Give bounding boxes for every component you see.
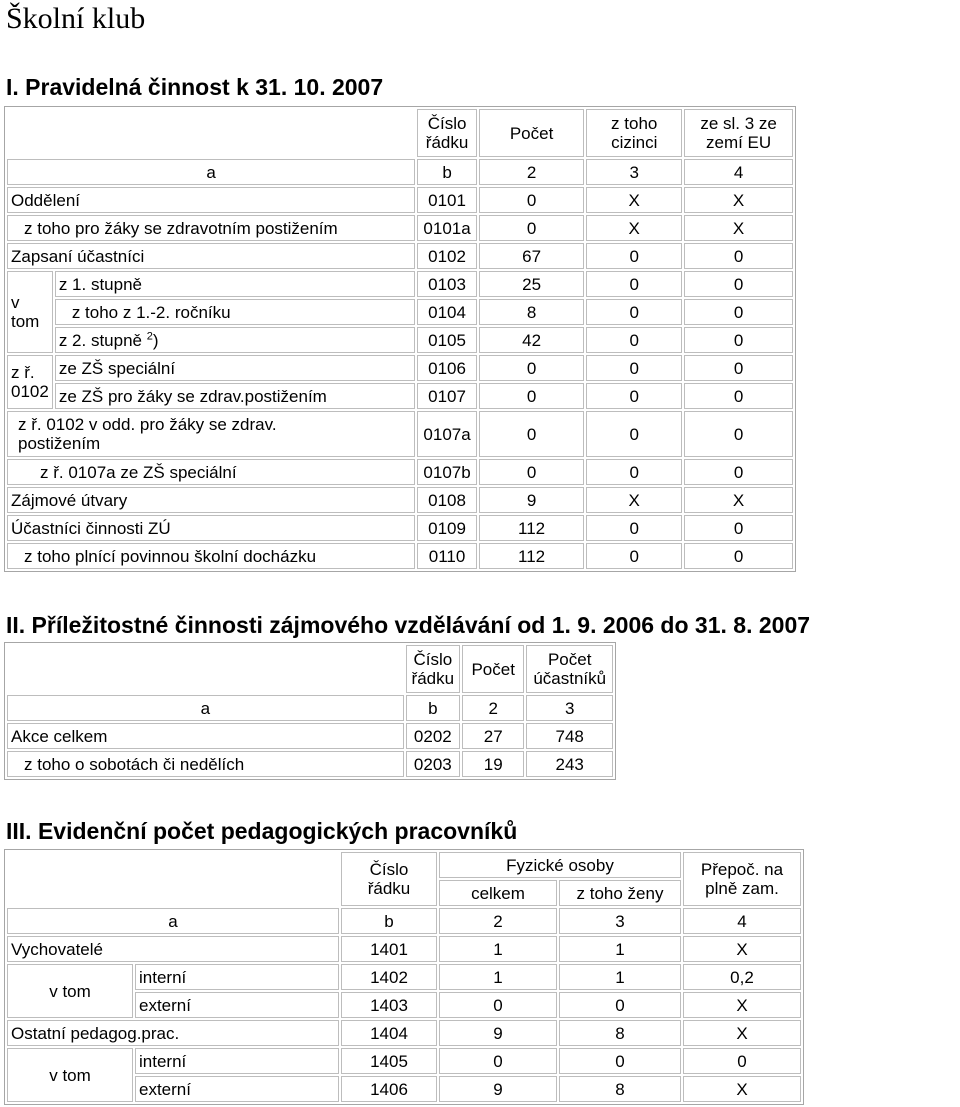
- table-cell: 0106: [417, 355, 477, 381]
- cell-text: Číslo: [369, 860, 409, 879]
- table-cell: 0: [439, 992, 557, 1018]
- cell-text: zemí EU: [705, 133, 772, 152]
- table-cell: b: [341, 908, 437, 934]
- page-title: Školní klub: [6, 2, 146, 35]
- table-cell: 1: [559, 936, 681, 962]
- table-row: [7, 187, 793, 213]
- table-cell: z toho o sobotách či nedělích: [7, 751, 404, 777]
- table-cell: X: [684, 187, 793, 213]
- table-row: [7, 459, 793, 485]
- table-cell: 112: [479, 543, 584, 569]
- cell-text: Přepoč. na: [700, 860, 784, 879]
- table-cell: 0: [586, 411, 682, 457]
- table-cell: 0: [684, 355, 793, 381]
- table-cell: 0: [439, 1048, 557, 1074]
- cell-text: ): [152, 330, 159, 350]
- table-cell: 0: [684, 411, 793, 457]
- group-label-v-tom: [7, 271, 53, 353]
- table-cell: a: [7, 159, 415, 185]
- code-row: [7, 159, 793, 185]
- table-cell: 0110: [417, 543, 477, 569]
- table-cell: 1: [439, 936, 557, 962]
- table-cell: 0: [586, 459, 682, 485]
- table-cell: X: [683, 1020, 801, 1046]
- cell-text: z 2. stupně: [58, 330, 142, 350]
- table-cell: 3: [526, 695, 613, 721]
- table-cell: 0107a: [417, 411, 477, 457]
- table-row: [7, 411, 793, 457]
- table-cell: a: [7, 908, 339, 934]
- cell-text: Počet: [547, 650, 592, 669]
- table-cell: X: [586, 187, 682, 213]
- col-header-total: celkem: [439, 880, 557, 906]
- table-cell: 0: [586, 243, 682, 269]
- table-cell: 0: [479, 215, 584, 241]
- table-cell: 1402: [341, 964, 437, 990]
- code-row: [7, 908, 801, 934]
- table-cell: 9: [439, 1076, 557, 1102]
- cell-text: Číslo: [413, 650, 453, 669]
- table-cell: 27: [462, 723, 524, 749]
- code-row: [7, 695, 613, 721]
- table-cell: X: [586, 215, 682, 241]
- cell-text: cizinci: [611, 133, 658, 152]
- table-cell: 0: [586, 543, 682, 569]
- table-cell: b: [406, 695, 460, 721]
- table-row: [7, 751, 613, 777]
- table-cell: [55, 327, 415, 353]
- group-label-v-tom: v tom: [7, 1048, 133, 1102]
- table-cell: 0203: [406, 751, 460, 777]
- cell-text: z toho: [611, 114, 658, 133]
- table-cell: X: [684, 215, 793, 241]
- table-cell: 0108: [417, 487, 477, 513]
- table-cell: 0: [684, 327, 793, 353]
- table-cell: [7, 852, 339, 906]
- section-2-title: II. Příležitostné činnosti zájmového vzdělávání od 1. 9. 2006 do 31. 8. 2007: [6, 612, 811, 638]
- table-cell: [7, 411, 415, 457]
- col-header-count: Počet: [462, 645, 524, 693]
- table-cell: 0107: [417, 383, 477, 409]
- table-cell: 9: [479, 487, 584, 513]
- table-cell: 1403: [341, 992, 437, 1018]
- table-cell: 1: [439, 964, 557, 990]
- table-cell: 0,2: [683, 964, 801, 990]
- table-cell: 0: [559, 992, 681, 1018]
- table-row: [7, 271, 793, 297]
- cell-text: plně zam.: [705, 879, 779, 898]
- col-header-women: z toho ženy: [559, 880, 681, 906]
- table-cell: 0: [586, 515, 682, 541]
- table-cell: 1405: [341, 1048, 437, 1074]
- col-header-line: [341, 852, 437, 906]
- table-cell: 0: [684, 515, 793, 541]
- table-cell: 0: [479, 459, 584, 485]
- table-cell: 0101a: [417, 215, 477, 241]
- cell-text: řádku: [411, 669, 455, 688]
- table-cell: a: [7, 695, 404, 721]
- table-cell: 19: [462, 751, 524, 777]
- table-cell: 0: [586, 383, 682, 409]
- table-row: [7, 383, 793, 409]
- col-header-participants: [526, 645, 613, 693]
- table-cell: interní: [135, 964, 339, 990]
- table-row: [7, 936, 801, 962]
- table-row: [7, 487, 793, 513]
- table-cell: interní: [135, 1048, 339, 1074]
- cell-text: ze sl. 3 ze: [700, 114, 777, 133]
- col-header-line: [406, 645, 460, 693]
- table-cell: 0: [684, 459, 793, 485]
- table-cell: 8: [559, 1020, 681, 1046]
- header-row: [7, 852, 801, 878]
- cell-text: řádku: [367, 879, 411, 898]
- table-cell: 0104: [417, 299, 477, 325]
- table-cell: z toho z 1.-2. ročníku: [55, 299, 415, 325]
- table-cell: 0102: [417, 243, 477, 269]
- table-row: [7, 723, 613, 749]
- cell-text: tom: [11, 312, 40, 331]
- cell-text: Číslo: [427, 114, 467, 133]
- table-cell: 243: [526, 751, 613, 777]
- table-cell: 0: [479, 187, 584, 213]
- cell-text: postižením: [18, 434, 101, 453]
- table-cell: ze ZŠ speciální: [55, 355, 415, 381]
- table-cell: 8: [559, 1076, 681, 1102]
- table-row: [7, 355, 793, 381]
- section-3-title: III. Evidenční počet pedagogických pracovníků: [6, 818, 518, 844]
- table-cell: 0: [684, 271, 793, 297]
- table-cell: 4: [683, 908, 801, 934]
- table-cell: externí: [135, 1076, 339, 1102]
- section-1-title: I. Pravidelná činnost k 31. 10. 2007: [6, 74, 384, 100]
- table-cell: 0: [586, 271, 682, 297]
- table-cell: Akce celkem: [7, 723, 404, 749]
- table-cell: 0: [684, 383, 793, 409]
- table-cell: Ostatní pedagog.prac.: [7, 1020, 339, 1046]
- table-cell: X: [683, 992, 801, 1018]
- table-cell: 1401: [341, 936, 437, 962]
- table-cell: 748: [526, 723, 613, 749]
- cell-text: řádku: [425, 133, 469, 152]
- table-cell: 42: [479, 327, 584, 353]
- col-header-count: Počet: [479, 109, 584, 157]
- table-cell: 0: [586, 299, 682, 325]
- table-cell: 0105: [417, 327, 477, 353]
- table-cell: X: [586, 487, 682, 513]
- table-cell: 2: [479, 159, 584, 185]
- table-cell: Zapsaní účastníci: [7, 243, 415, 269]
- col-header-foreigners: [586, 109, 682, 157]
- table-row: [7, 327, 793, 353]
- table-cell: 3: [586, 159, 682, 185]
- table-cell: z ř. 0107a ze ZŠ speciální: [7, 459, 415, 485]
- table-cell: z 1. stupně: [55, 271, 415, 297]
- table-cell: 0: [586, 355, 682, 381]
- staff-table: [4, 849, 804, 1105]
- table-cell: 0101: [417, 187, 477, 213]
- table-cell: ze ZŠ pro žáky se zdrav.postižením: [55, 383, 415, 409]
- table-cell: 0103: [417, 271, 477, 297]
- table-row: [7, 1020, 801, 1046]
- cell-text: 0102: [11, 382, 49, 401]
- occasional-activity-table: [4, 642, 616, 780]
- cell-text: 2: [146, 329, 153, 342]
- table-cell: externí: [135, 992, 339, 1018]
- table-row: [7, 243, 793, 269]
- table-cell: 1406: [341, 1076, 437, 1102]
- table-cell: 0109: [417, 515, 477, 541]
- table-cell: 0: [479, 383, 584, 409]
- table-cell: 9: [439, 1020, 557, 1046]
- regular-activity-table: [4, 106, 796, 572]
- table-cell: 0: [479, 355, 584, 381]
- table-cell: 25: [479, 271, 584, 297]
- table-cell: 0202: [406, 723, 460, 749]
- table-cell: 0107b: [417, 459, 477, 485]
- table-cell: X: [683, 1076, 801, 1102]
- table-row: [7, 515, 793, 541]
- group-label-z-r-0102: [7, 355, 53, 409]
- table-row: [7, 964, 801, 990]
- table-cell: 0: [683, 1048, 801, 1074]
- col-header-line: [417, 109, 477, 157]
- table-cell: 0: [479, 411, 584, 457]
- table-cell: 0: [586, 327, 682, 353]
- table-row: [7, 543, 793, 569]
- cell-text: z ř. 0102 v odd. pro žáky se zdrav.: [18, 415, 277, 434]
- table-cell: 2: [439, 908, 557, 934]
- table-cell: z toho pro žáky se zdravotním postižením: [7, 215, 415, 241]
- cell-text: z ř.: [11, 363, 35, 382]
- table-cell: 2: [462, 695, 524, 721]
- table-cell: 0: [684, 543, 793, 569]
- table-row: [7, 215, 793, 241]
- table-cell: Oddělení: [7, 187, 415, 213]
- table-cell: [7, 109, 415, 157]
- table-cell: 0: [559, 1048, 681, 1074]
- table-cell: 0: [684, 243, 793, 269]
- table-cell: 112: [479, 515, 584, 541]
- table-cell: 3: [559, 908, 681, 934]
- cell-text: účastníků: [533, 669, 607, 688]
- table-cell: 8: [479, 299, 584, 325]
- table-cell: Vychovatelé: [7, 936, 339, 962]
- table-cell: 4: [684, 159, 793, 185]
- table-cell: X: [683, 936, 801, 962]
- table-cell: Zájmové útvary: [7, 487, 415, 513]
- table-cell: [7, 645, 404, 693]
- table-cell: 67: [479, 243, 584, 269]
- header-row: [7, 109, 793, 157]
- cell-text: v: [11, 293, 20, 312]
- table-cell: 0: [684, 299, 793, 325]
- group-label-v-tom: v tom: [7, 964, 133, 1018]
- table-row: [7, 1048, 801, 1074]
- col-header-physical: Fyzické osoby: [439, 852, 681, 878]
- table-cell: Účastníci činnosti ZÚ: [7, 515, 415, 541]
- table-cell: X: [684, 487, 793, 513]
- table-cell: z toho plnící povinnou školní docházku: [7, 543, 415, 569]
- table-cell: 1404: [341, 1020, 437, 1046]
- table-cell: 1: [559, 964, 681, 990]
- col-header-eu: [684, 109, 793, 157]
- col-header-fte: [683, 852, 801, 906]
- header-row: [7, 645, 613, 693]
- table-row: [7, 299, 793, 325]
- table-cell: b: [417, 159, 477, 185]
